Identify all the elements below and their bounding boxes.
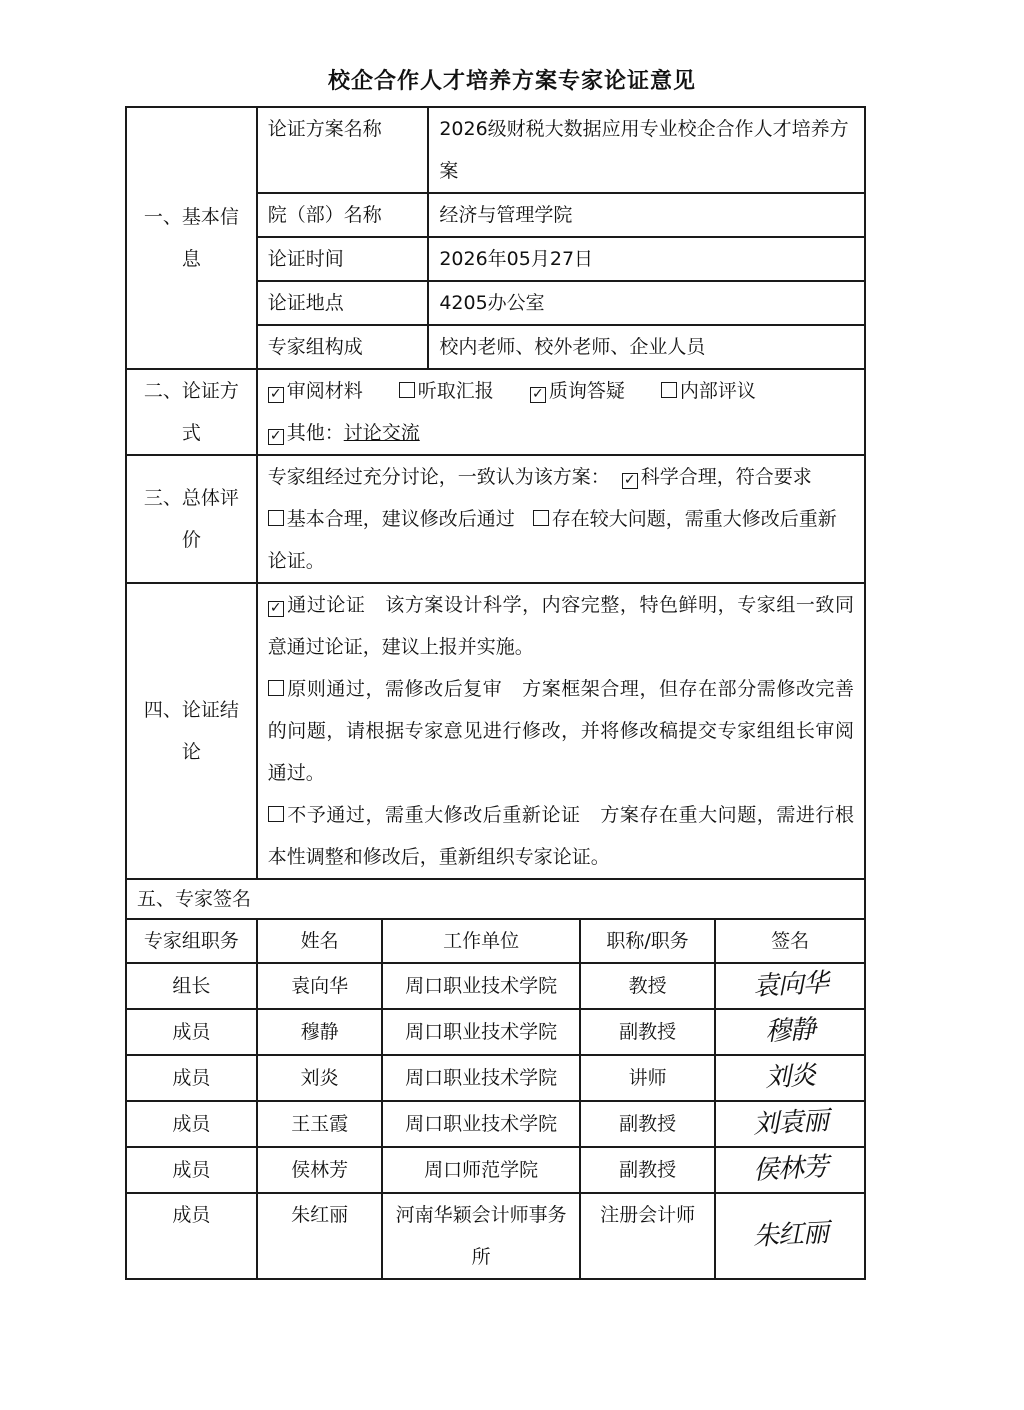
- method-section-label: 二、论证方式: [126, 369, 257, 455]
- method-option-label: 审阅材料: [286, 380, 363, 402]
- conclusion-row: [126, 583, 865, 879]
- header-name: 姓名: [257, 919, 383, 963]
- method-other: [268, 422, 420, 444]
- date-value: 2026年05月27日: [428, 237, 865, 281]
- conclusion-option-text: 方案框架合理，但存在部分需修改完善的问题，请根据专家意见进行修改，并将修改稿提交专家组组长审阅通过。: [267, 678, 854, 784]
- department-label: 院（部）名称: [257, 193, 429, 237]
- table-row: [126, 1101, 865, 1147]
- checkbox-icon: [268, 806, 284, 822]
- method-option: [399, 380, 494, 402]
- expert-name: 朱红丽: [257, 1193, 383, 1279]
- handwritten-signature: 侯林芳: [751, 1152, 829, 1186]
- header-unit: 工作单位: [382, 919, 579, 963]
- expert-title: 教授: [580, 963, 716, 1009]
- expert-role: 成员: [126, 1193, 257, 1279]
- conclusion-option: [268, 794, 854, 878]
- expert-unit: 周口职业技术学院: [382, 1009, 579, 1055]
- expert-name: 王玉霞: [257, 1101, 383, 1147]
- department-value: 经济与管理学院: [428, 193, 865, 237]
- expert-unit: 河南华颖会计师事务所: [382, 1193, 579, 1279]
- experts-header-row: [126, 919, 865, 963]
- conclusion-option-label: 不予通过，需重大修改后重新论证: [286, 804, 581, 826]
- checkbox-checked-icon: ✓: [622, 473, 638, 489]
- method-options: [257, 369, 865, 455]
- basic-info-section-label: 一、基本信息: [126, 107, 257, 369]
- checkbox-icon: [533, 510, 549, 526]
- expert-name: 穆静: [257, 1009, 383, 1055]
- handwritten-signature: 刘袁丽: [751, 1106, 829, 1140]
- plan-name-label: 论证方案名称: [257, 107, 429, 193]
- evaluation-option: [622, 466, 812, 488]
- conclusion-option-label: 通过论证: [286, 594, 366, 616]
- expert-composition-label: 专家组构成: [257, 325, 429, 369]
- document-title: 校企合作人才培养方案专家论证意见: [327, 69, 696, 94]
- conclusion-option-label: 原则通过，需修改后复审: [286, 678, 503, 700]
- expert-title: 副教授: [580, 1101, 716, 1147]
- header-role: 专家组职务: [126, 919, 257, 963]
- checkbox-checked-icon: ✓: [268, 429, 284, 445]
- location-value: 4205办公室: [428, 281, 865, 325]
- evaluation-content: [257, 455, 865, 583]
- method-option: [268, 380, 363, 402]
- conclusion-option: [268, 584, 854, 668]
- expert-role: 成员: [126, 1055, 257, 1101]
- handwritten-signature: 袁向华: [751, 968, 829, 1002]
- expert-role: 成员: [126, 1147, 257, 1193]
- expert-title: 注册会计师: [580, 1193, 716, 1279]
- checkbox-checked-icon: ✓: [268, 387, 284, 403]
- table-row: [126, 1147, 865, 1193]
- table-row: [126, 1055, 865, 1101]
- experts-section-label: 五、专家签名: [126, 879, 865, 919]
- expert-title: 副教授: [580, 1009, 716, 1055]
- conclusion-option-text: 方案存在重大问题，需进行根本性调整和修改后，重新组织专家论证。: [267, 804, 854, 868]
- expert-title: 副教授: [580, 1147, 716, 1193]
- evaluation-option: [268, 508, 515, 530]
- conclusion-option: [268, 668, 854, 794]
- expert-unit: 周口职业技术学院: [382, 963, 579, 1009]
- expert-signature: [715, 1193, 865, 1279]
- expert-unit: 周口职业技术学院: [382, 1101, 579, 1147]
- handwritten-signature: 刘炎: [764, 1060, 816, 1094]
- expert-signature: [715, 1055, 865, 1101]
- checkbox-checked-icon: ✓: [530, 387, 546, 403]
- expert-role: 组长: [126, 963, 257, 1009]
- evaluation-option-label: 基本合理，建议修改后通过: [286, 508, 515, 530]
- evaluation-option-label: 存在较大问题，需重大修改后重新论证。: [267, 508, 837, 572]
- evaluation-intro: 专家组经过充分讨论，一致认为该方案：: [267, 466, 610, 488]
- method-option-label: 内部评议: [679, 380, 756, 402]
- checkbox-checked-icon: ✓: [268, 601, 284, 617]
- evaluation-option-label: 科学合理，符合要求: [640, 466, 812, 488]
- expert-unit: 周口师范学院: [382, 1147, 579, 1193]
- expert-role: 成员: [126, 1009, 257, 1055]
- expert-name: 袁向华: [257, 963, 383, 1009]
- expert-composition-value: 校内老师、校外老师、企业人员: [428, 325, 865, 369]
- table-row: [126, 1193, 865, 1279]
- expert-signature: [715, 963, 865, 1009]
- header-title: 职称/职务: [580, 919, 716, 963]
- checkbox-icon: [399, 382, 415, 398]
- expert-title: 讲师: [580, 1055, 716, 1101]
- checkbox-icon: [268, 510, 284, 526]
- conclusion-content: [257, 583, 865, 879]
- evaluation-section-label: 三、总体评价: [126, 455, 257, 583]
- evaluation-row: [126, 455, 865, 583]
- expert-role: 成员: [126, 1101, 257, 1147]
- expert-name: 侯林芳: [257, 1147, 383, 1193]
- experts-section-row: [126, 879, 865, 919]
- method-option-label: 质询答疑: [548, 380, 625, 402]
- method-other-label: 其他：: [286, 422, 344, 444]
- expert-signature: [715, 1101, 865, 1147]
- method-option: [530, 380, 625, 402]
- checkbox-icon: [268, 680, 284, 696]
- table-row: [126, 1009, 865, 1055]
- header-signature: 签名: [715, 919, 865, 963]
- table-row: [126, 963, 865, 1009]
- expert-unit: 周口职业技术学院: [382, 1055, 579, 1101]
- location-label: 论证地点: [257, 281, 429, 325]
- evaluation-form-table: [125, 106, 866, 1280]
- method-option-label: 听取汇报: [417, 380, 494, 402]
- basic-info-row: [126, 107, 865, 193]
- checkbox-icon: [661, 382, 677, 398]
- handwritten-signature: 朱红丽: [751, 1218, 829, 1252]
- date-label: 论证时间: [257, 237, 429, 281]
- handwritten-signature: 穆静: [764, 1014, 816, 1048]
- conclusion-section-label: 四、论证结论: [126, 583, 257, 879]
- method-other-value: 讨论交流: [343, 422, 420, 444]
- plan-name-value: 2026级财税大数据应用专业校企合作人才培养方案: [428, 107, 865, 193]
- expert-signature: [715, 1147, 865, 1193]
- conclusion-option-text: 该方案设计科学，内容完整，特色鲜明，专家组一致同意通过论证，建议上报并实施。: [267, 594, 854, 658]
- method-row: [126, 369, 865, 455]
- method-option: [661, 380, 756, 402]
- expert-signature: [715, 1009, 865, 1055]
- expert-name: 刘炎: [257, 1055, 383, 1101]
